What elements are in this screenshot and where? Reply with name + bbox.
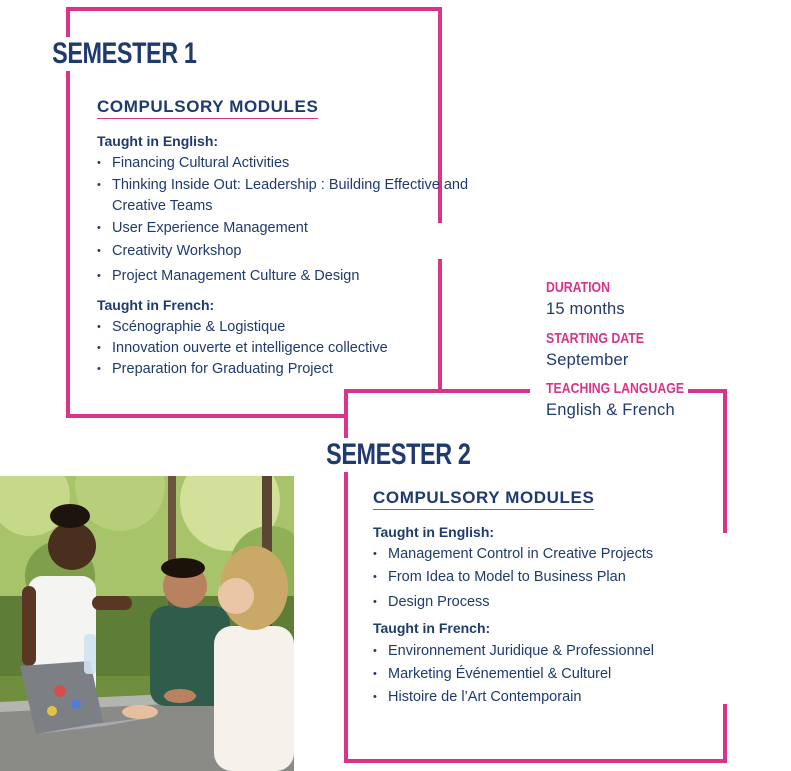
list-item: • Management Control in Creative Projects [373, 544, 713, 565]
starting-date-value: September [546, 351, 629, 369]
duration-label: DURATION [546, 279, 612, 296]
list-item: • User Experience Management [97, 218, 487, 239]
teaching-language-value: English & French [546, 401, 675, 419]
teaching-language-label: TEACHING LANGUAGE [546, 380, 687, 397]
list-item: • Project Management Culture & Design [97, 266, 487, 287]
duration-value: 15 months [546, 300, 625, 318]
list-item: • Financing Cultural Activities [97, 153, 487, 174]
list-item: • Creativity Workshop [97, 241, 487, 262]
list-item: • Design Process [373, 592, 713, 613]
starting-date-label: STARTING DATE [546, 330, 646, 347]
semester2-english-list [373, 544, 713, 613]
semester1-modules-heading: COMPULSORY MODULES [97, 97, 318, 119]
list-item: • Marketing Événementiel & Culturel [373, 664, 718, 685]
semester1-english-list [97, 153, 487, 287]
list-item: • Thinking Inside Out: Leadership : Building Effective and Creative Teams [97, 175, 472, 217]
semester2-modules-heading: COMPULSORY MODULES [373, 488, 594, 510]
list-item: • Scénographie & Logistique [97, 317, 437, 338]
semester1-french-heading: Taught in French: [97, 297, 215, 313]
list-item: • Environnement Juridique & Professionnel [373, 641, 718, 662]
list-item: • Preparation for Graduating Project [97, 359, 437, 380]
list-item: • From Idea to Model to Business Plan [373, 567, 713, 588]
list-item: • Innovation ouverte et intelligence collective [97, 338, 437, 359]
semester1-title: SEMESTER 1 [49, 37, 200, 71]
semester2-french-heading: Taught in French: [373, 620, 491, 636]
students-photo [0, 476, 294, 771]
semester1-english-heading: Taught in English: [97, 133, 219, 149]
semester2-title: SEMESTER 2 [323, 438, 474, 472]
semester1-french-list [97, 317, 437, 380]
list-item: • Histoire de l’Art Contemporain [373, 687, 718, 708]
semester2-english-heading: Taught in English: [373, 524, 495, 540]
semester2-french-list [373, 641, 718, 708]
